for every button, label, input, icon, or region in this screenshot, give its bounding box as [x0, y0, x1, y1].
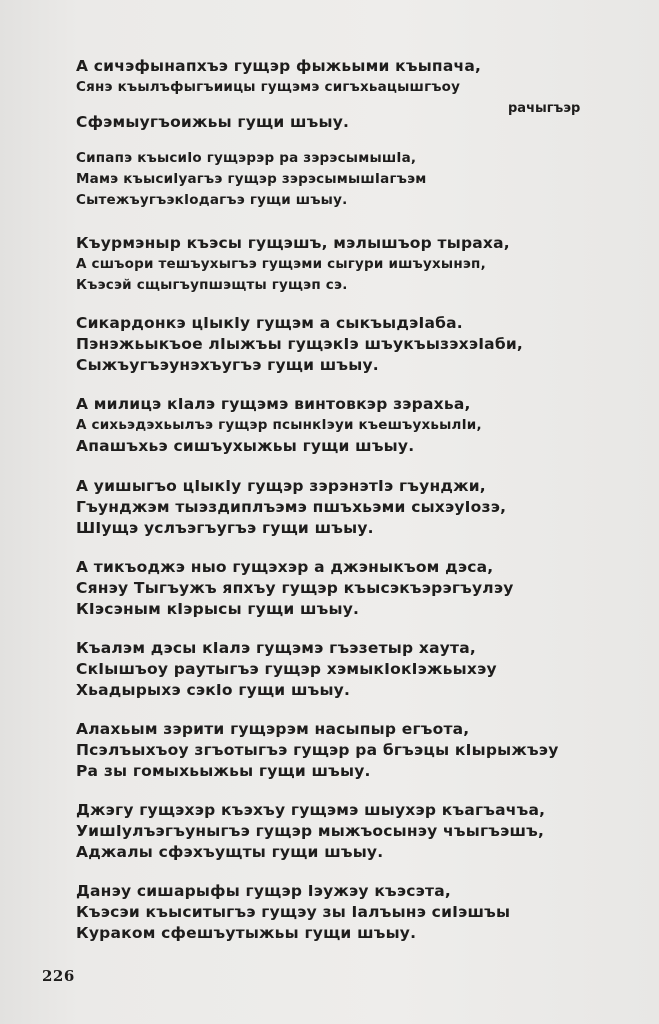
stanza-5: [76, 394, 616, 457]
stanza-line: Ра зы гомыхьыжьы гущи шъыу.: [76, 762, 371, 780]
stanza-line: Алахьым зэрити гущэрэм насыпыр егъота,: [76, 720, 470, 738]
stanza-line: СкIышъоу раутыгъэ гущэр хэмыкIокIэжьыхэу: [76, 660, 497, 678]
stanza-4: [76, 313, 616, 376]
stanza-line: Къэсэй сщыгъупшэщты гущэп сэ.: [76, 277, 348, 293]
page-number: 226: [42, 967, 75, 985]
stanza-line: Хьадырыхэ сэкIо гущи шъыу.: [76, 681, 351, 699]
stanza-line: Сянэу Тыгъужъ япхъу гущэр къысэкъэрэгъулэу: [76, 579, 514, 597]
stanza-line: Гъунджэм тыэздиплъэмэ пшъхьэми сыхэуIозэ,: [76, 498, 507, 516]
stanza-6: [76, 476, 616, 539]
stanza-line: Кураком сфешъутыжьы гущи шъыу.: [76, 924, 417, 942]
stanza-line: Къэсэи къыситыгъэ гущэу зы Iалъынэ сиIэшъы: [76, 903, 511, 921]
stanza-line: Данэу сишарыфы гущэр Iэужэу къэсэта,: [76, 882, 451, 900]
stanza-line: А сихьэдэхьылъэ гущэр псынкIэуи къешъухьылIи,: [76, 417, 482, 433]
stanza-11: [76, 881, 616, 944]
stanza-10: [76, 800, 616, 863]
poem: [76, 56, 616, 944]
stanza-7: [76, 557, 616, 620]
stanza-line: Къурмэныр къэсы гущэшъ, мэлышъор тыраха,: [76, 234, 510, 252]
stanza-line: Сянэ къылъфыгъиицы гущэмэ сигъхьацышгъоу: [76, 79, 461, 95]
stanza-8: [76, 638, 616, 701]
stanza-line: Сипапэ къысиIо гущэрэр ра зэрэсымышIа,: [76, 150, 417, 166]
stanza-line: Пэнэжьыкъое лIыжъы гущэкIэ шъукъызэхэIаби,: [76, 335, 524, 353]
stanza-line: Джэгу гущэхэр къэхъу гущэмэ шыухэр къагъачъа,: [76, 801, 546, 819]
stanza-line: КIэсэным кIэрысы гущи шъыу.: [76, 600, 360, 618]
stanza-1: [76, 56, 616, 134]
stanza-line: Сикардонкэ цIыкIу гущэм а сыкъыдэIаба.: [76, 314, 463, 332]
stanza-line: Къалэм дэсы кIалэ гущэмэ гъэзетыр хаута,: [76, 639, 476, 657]
stanza-line: СытежъугъэкIодагъэ гущи шъыу.: [76, 192, 348, 208]
stanza-3: [76, 233, 616, 296]
carried-over-word: рачыгъэр: [508, 101, 581, 116]
stanza-line: Мамэ къысиIуагъэ гущэр зэрэсымышIагъэм: [76, 171, 427, 187]
stanza-line: Псэлъыхъоу згъотыгъэ гущэр ра бгъэцы кIырыжъэу: [76, 741, 559, 759]
stanza-line: А уишыгъо цIыкIу гущэр зэрэнэтIэ гъунджи,: [76, 477, 486, 495]
stanza-line: А тикъоджэ ныо гущэхэр а джэныкъом дэса,: [76, 558, 494, 576]
stanza-line: УишIулъэгъуныгъэ гущэр мыжъосынэу чъыгъэшъ,: [76, 822, 545, 840]
stanza-line: Сыжъугъэунэхъугъэ гущи шъыу.: [76, 356, 379, 374]
stanza-line: А сичэфынапхъэ гущэр фыжьыми къыпача,: [76, 57, 482, 75]
stanza-line: Апашъхьэ сишъухыжьы гущи шъыу.: [76, 437, 415, 455]
stanza-line: А сшъори тешъухыгъэ гущэми сыгури ишъухынэп,: [76, 256, 486, 272]
stanza-line: ШIущэ услъэгъугъэ гущи шъыу.: [76, 519, 374, 537]
stanza-line: Сфэмыугъоижьы гущи шъыу.: [76, 113, 350, 131]
stanza-2: [76, 148, 616, 211]
stanza-line: Аджалы сфэхъущты гущи шъыу.: [76, 843, 384, 861]
stanza-9: [76, 719, 616, 782]
stanza-line: А милицэ кIалэ гущэмэ винтовкэр зэрахьа,: [76, 395, 471, 413]
